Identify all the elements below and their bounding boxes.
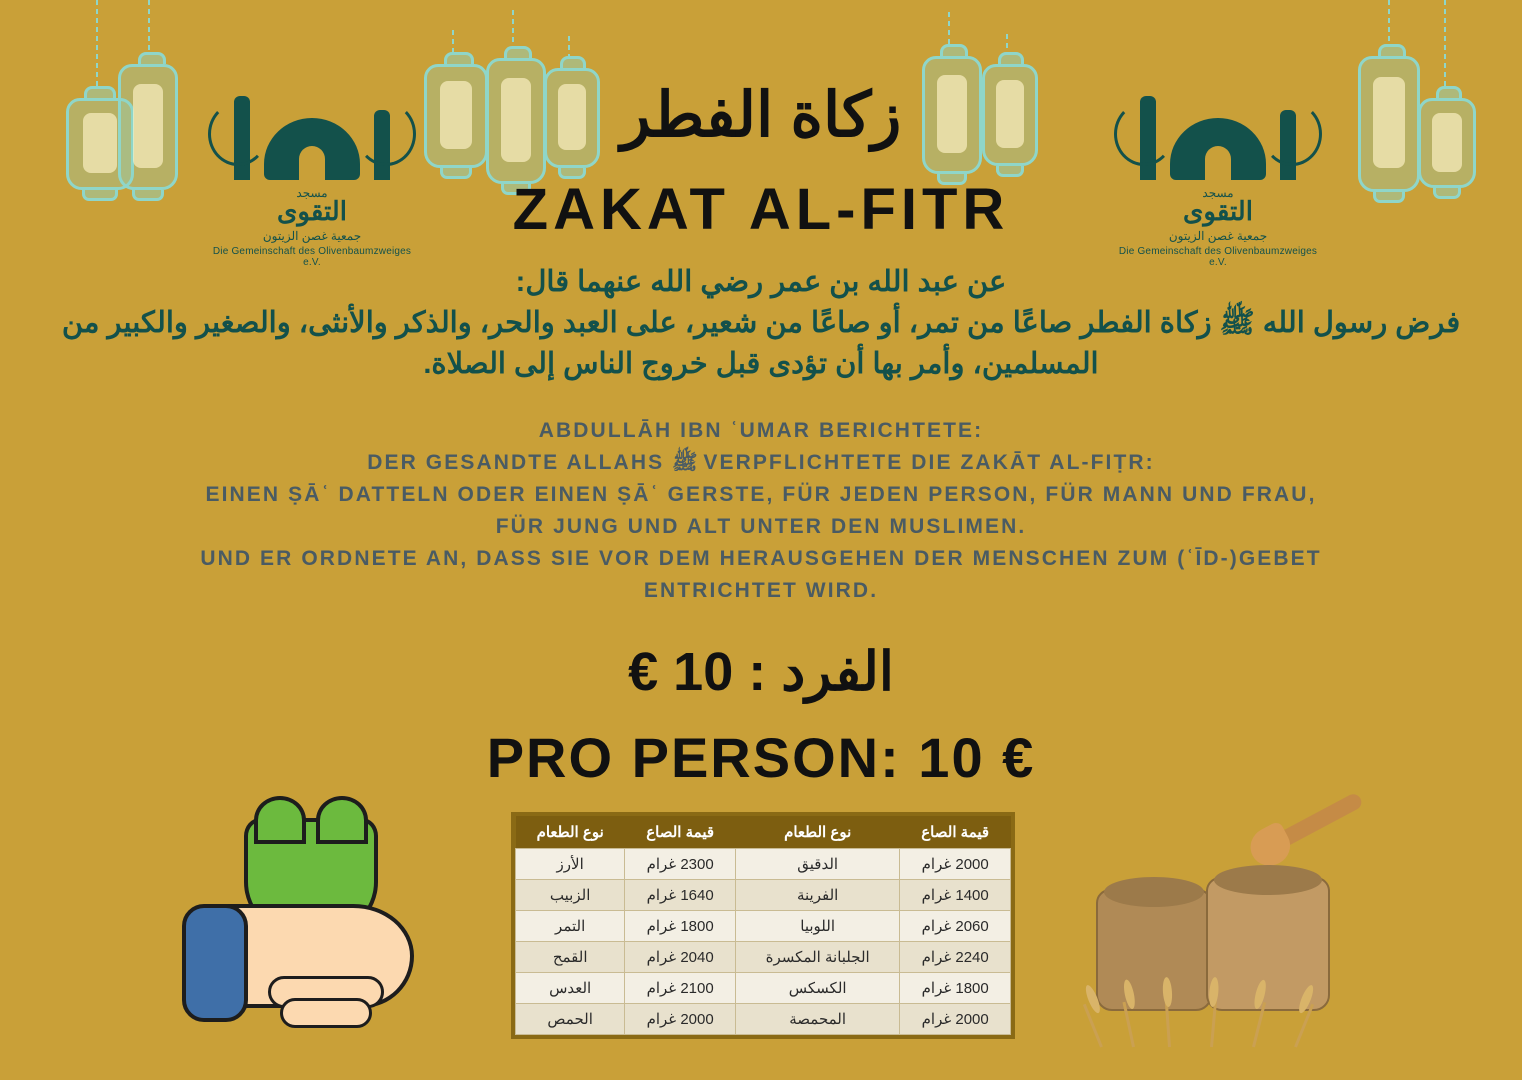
logo-org-arabic: جمعية غصن الزيتون <box>262 229 362 243</box>
lantern-cap-icon <box>1378 44 1406 56</box>
table-header-cell: قيمة الصاع <box>625 816 736 849</box>
table-cell: 2000 غرام <box>625 1004 736 1035</box>
wheat-sack-icon <box>1096 889 1212 1011</box>
logo-name-arabic: التقوى <box>277 196 347 226</box>
arch-icon <box>1205 146 1231 180</box>
charity-hand-illustration <box>176 808 426 1053</box>
page-title-german: ZAKAT AL-FITR <box>512 177 1010 242</box>
page-title-arabic: زكاة الفطر <box>620 81 902 150</box>
table-row <box>516 880 1011 911</box>
table-cell: التمر <box>516 911 625 942</box>
table-cell: 2100 غرام <box>625 973 736 1004</box>
table-cell: العدس <box>516 973 625 1004</box>
table-cell: الأرز <box>516 849 625 880</box>
hadith-arabic-line-1: عن عبد الله بن عمر رضي الله عنهما قال: <box>515 266 1007 298</box>
lantern-chain-icon <box>512 10 514 46</box>
hadith-german-line-3: EINEN ṢĀʿ DATTELN ODER EINEN ṢĀʿ GERSTE, FÜR JEDEN PERSON, FÜR MANN UND FRAU, <box>205 482 1317 506</box>
table-cell: الحمص <box>516 1004 625 1035</box>
sack-mouth-icon <box>1214 865 1322 895</box>
table-cell: 2240 غرام <box>900 942 1011 973</box>
logo-mosque-word: مسجد <box>296 186 328 200</box>
lantern-chain-icon <box>1006 34 1008 52</box>
lantern-chain-icon <box>948 12 950 44</box>
price-german: PRO PERSON: 10 € <box>486 726 1036 789</box>
table-cell: 1640 غرام <box>625 880 736 911</box>
hadith-german-line-2: DER GESANDTE ALLAHS ﷺ VERPFLICHTETE DIE ZAKĀT AL-FIṬR: <box>367 450 1155 474</box>
lantern-cap-icon <box>504 46 532 58</box>
table-cell: الفرينة <box>735 880 899 911</box>
arch-icon <box>299 146 325 180</box>
table-header-cell: نوع الطعام <box>735 816 899 849</box>
table-cell: 2060 غرام <box>900 911 1011 942</box>
lantern-cap-icon <box>560 56 586 68</box>
wheat-stalks-icon <box>1090 995 1360 1047</box>
lantern-chain-icon <box>1444 0 1446 86</box>
table-row <box>516 911 1011 942</box>
table-cell: الدقيق <box>735 849 899 880</box>
table-cell: 2000 غرام <box>900 1004 1011 1035</box>
hand-finger-icon <box>280 998 372 1028</box>
logo-mosque-word: مسجد <box>1202 186 1234 200</box>
sleeve-cuff-icon <box>182 904 248 1022</box>
table-row <box>516 1004 1011 1035</box>
table-row <box>516 942 1011 973</box>
sack-mouth-icon <box>1104 877 1204 907</box>
table-row <box>516 973 1011 1004</box>
table-header-cell: نوع الطعام <box>516 816 625 849</box>
lantern-cap-icon <box>444 52 474 64</box>
table-cell: الزبيب <box>516 880 625 911</box>
hadith-german <box>40 415 1482 606</box>
table-cell: 1400 غرام <box>900 880 1011 911</box>
lantern-cap-icon <box>998 52 1024 64</box>
hadith-german-line-5: UND ER ORDNETE AN, DASS SIE VOR DEM HERAUSGEHEN DER MENSCHEN ZUM (ʿĪD-)GEBET <box>200 546 1322 570</box>
logo-org-arabic: جمعية غصن الزيتون <box>1168 229 1268 243</box>
table-header-row <box>516 816 1011 849</box>
table-cell: 2040 غرام <box>625 942 736 973</box>
logo-org-german: Die Gemeinschaft des Olivenbaumzweiges e.V. <box>212 246 412 268</box>
table-row <box>516 849 1011 880</box>
hadith-german-line-6: ENTRICHTET WIRD. <box>643 578 879 602</box>
table-cell: القمح <box>516 942 625 973</box>
food-values-table <box>515 816 1011 1035</box>
logo-org-german: Die Gemeinschaft des Olivenbaumzweiges e.V. <box>1118 246 1318 268</box>
lantern-chain-icon <box>1388 0 1390 44</box>
table-cell: اللوبيا <box>735 911 899 942</box>
hadith-german-line-4: FÜR JUNG UND ALT UNTER DEN MUSLIMEN. <box>495 514 1027 538</box>
table-body <box>516 849 1011 1035</box>
table-cell: الكسكس <box>735 973 899 1004</box>
hadith-arabic <box>40 262 1482 386</box>
table-cell: 2300 غرام <box>625 849 736 880</box>
wooden-scoop-icon <box>1272 791 1364 850</box>
table-cell: 1800 غرام <box>625 911 736 942</box>
grain-sacks-illustration <box>1082 805 1382 1055</box>
table-cell: الجلبانة المكسرة <box>735 942 899 973</box>
lantern-cap-icon <box>940 44 968 56</box>
table-cell: 2000 غرام <box>900 849 1011 880</box>
lantern-chain-icon <box>568 36 570 56</box>
hadith-german-line-1: ABDULLĀH IBN ʿUMAR BERICHTETE: <box>538 419 984 442</box>
table-cell: 1800 غرام <box>900 973 1011 1004</box>
food-values-table-wrapper <box>511 812 1015 1039</box>
table-header-cell: قيمة الصاع <box>900 816 1011 849</box>
table-head <box>516 816 1011 849</box>
price-arabic: الفرد : 10 € <box>628 642 894 702</box>
lantern-chain-icon <box>452 30 454 52</box>
lantern-cap-icon <box>138 52 166 64</box>
lantern-chain-icon <box>148 0 150 52</box>
logo-name-arabic: التقوى <box>1183 196 1253 226</box>
table-cell: المحمصة <box>735 1004 899 1035</box>
lantern-chain-icon <box>96 0 98 86</box>
hadith-arabic-line-2: فرض رسول الله ﷺ زكاة الفطر صاعًا من تمر، أو صاعًا من شعير، على العبد والحر، والذكر والأنثى، والصغير والكبير من المسلمين، وأمر بها أن تؤدى قبل خروج الناس إلى الصلاة. <box>61 307 1461 381</box>
